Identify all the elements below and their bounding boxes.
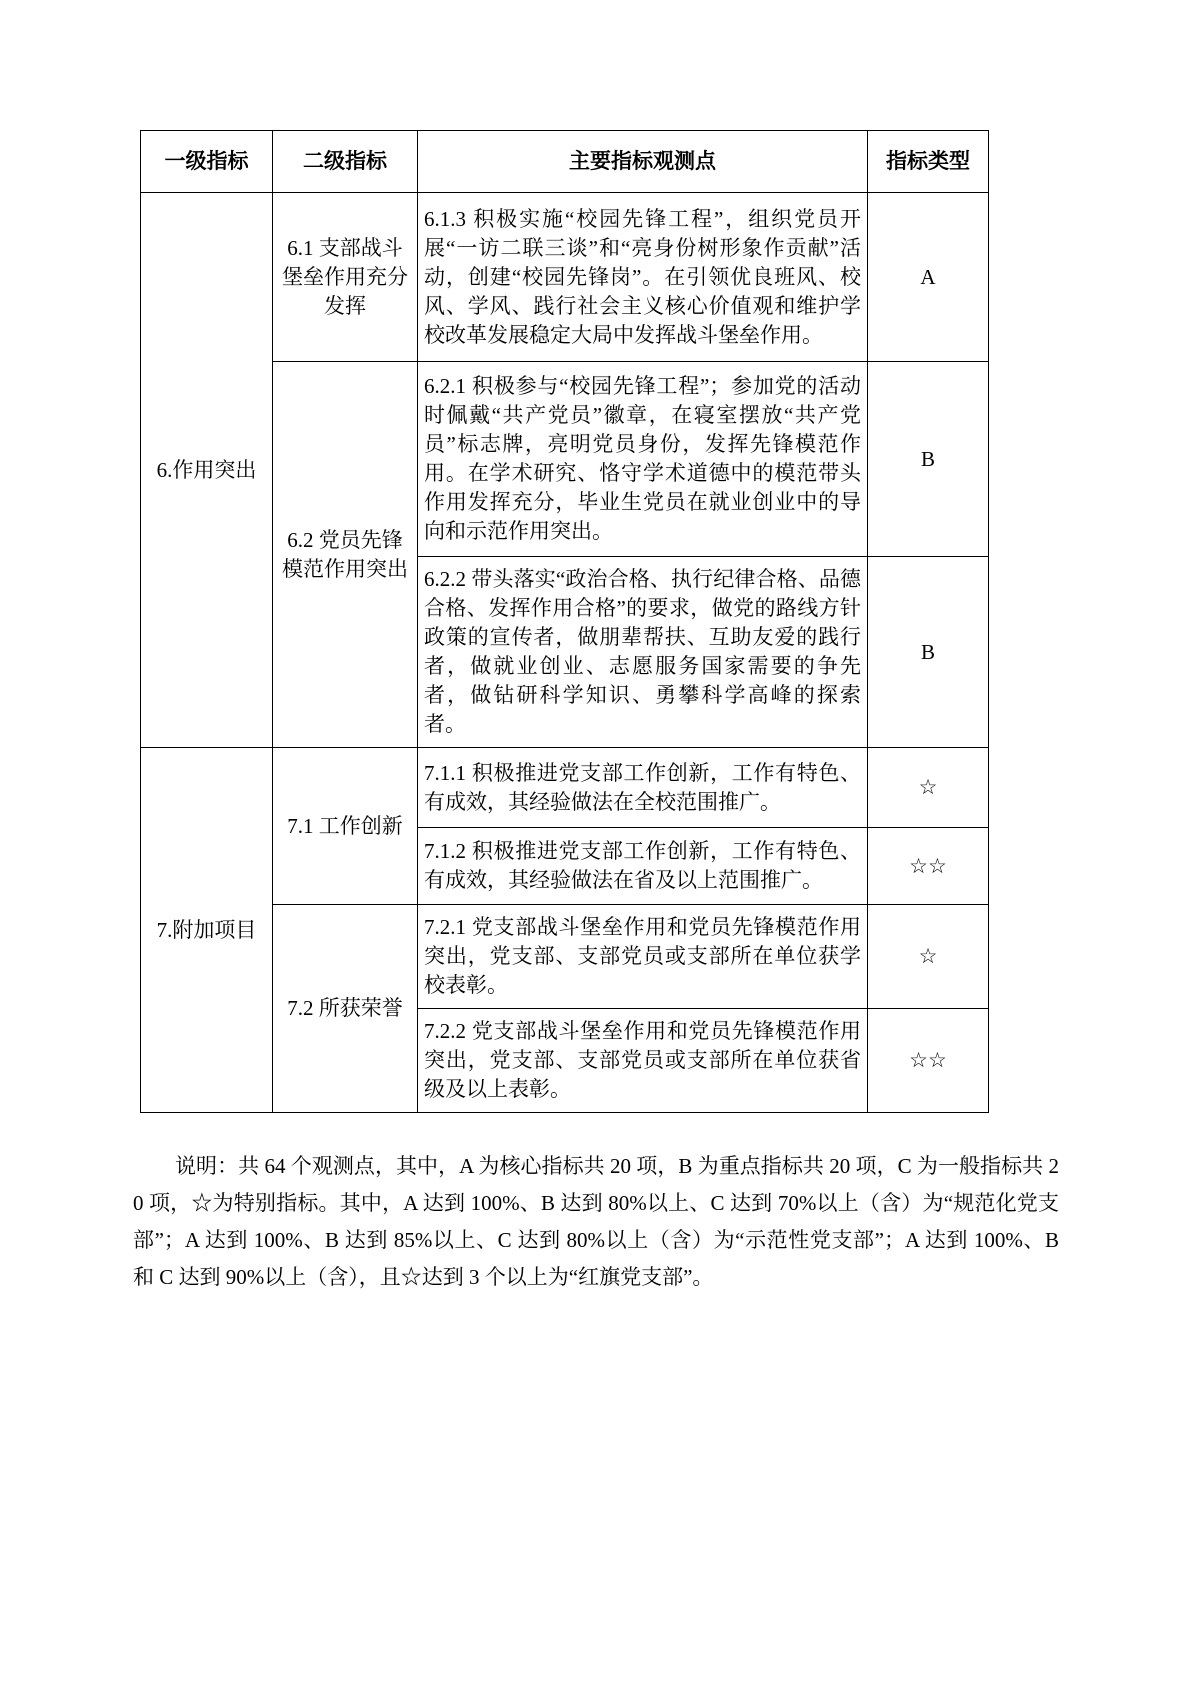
header-level1: 一级指标: [141, 131, 273, 193]
type-cell-6-2-1: B: [868, 362, 989, 557]
type-cell-7-2-2: ☆☆: [868, 1009, 989, 1113]
table-header-row: [141, 131, 989, 193]
level2-cell-7-2: 7.2 所获荣誉: [273, 905, 418, 1113]
observation-cell-7-1-2: 7.1.2 积极推进党支部工作创新，工作有特色、有成效，其经验做法在省及以上范围推广。: [418, 828, 868, 905]
explanation-note: 说明：共 64 个观测点，其中，A 为核心指标共 20 项，B 为重点指标共 20 项，C 为一般指标共 20 项，☆为特别指标。其中，A 达到 100%、B 达到 80%以上、C 达到 70%以上（含）为“规范化党支部”；A 达到 100%、B 达到 85%以上、C 达到 80%以上（含）为“示范性党支部”；A 达到 100%、B 和 C 达到 90%以上（含），且☆达到 3 个以上为“红旗党支部”。: [133, 1154, 1059, 1289]
type-cell-7-2-1: ☆: [868, 905, 989, 1009]
type-cell-7-1-1: ☆: [868, 748, 989, 828]
observation-cell-7-2-2: 7.2.2 党支部战斗堡垒作用和党员先锋模范作用突出，党支部、支部党员或支部所在单位获省级及以上表彰。: [418, 1009, 868, 1113]
level1-cell-7: 7.附加项目: [141, 748, 273, 1113]
observation-cell-6-1-3: 6.1.3 积极实施“校园先锋工程”，组织党员开展“一访二联三谈”和“亮身份树形象作贡献”活动，创建“校园先锋岗”。在引领优良班风、校风、学风、践行社会主义核心价值观和维护学校改革发展稳定大局中发挥战斗堡垒作用。: [418, 193, 868, 362]
observation-cell-7-1-1: 7.1.1 积极推进党支部工作创新，工作有特色、有成效，其经验做法在全校范围推广。: [418, 748, 868, 828]
observation-cell-6-2-1: 6.2.1 积极参与“校园先锋工程”；参加党的活动时佩戴“共产党员”徽章，在寝室摆放“共产党员”标志牌，亮明党员身份，发挥先锋模范作用。在学术研究、恪守学术道德中的模范带头作用发挥充分，毕业生党员在就业创业中的导向和示范作用突出。: [418, 362, 868, 557]
table-row: [141, 748, 989, 828]
level2-cell-6-2: 6.2 党员先锋模范作用突出: [273, 362, 418, 748]
type-cell-6-2-2: B: [868, 557, 989, 748]
header-observation: 主要指标观测点: [418, 131, 868, 193]
type-cell-6-1-3: A: [868, 193, 989, 362]
observation-cell-6-2-2: 6.2.2 带头落实“政治合格、执行纪律合格、品德合格、发挥作用合格”的要求，做党的路线方针政策的宣传者，做朋辈帮扶、互助友爱的践行者，做就业创业、志愿服务国家需要的争先者，做钻研科学知识、勇攀科学高峰的探索者。: [418, 557, 868, 748]
table-row: [141, 193, 989, 362]
level2-cell-6-1: 6.1 支部战斗堡垒作用充分发挥: [273, 193, 418, 362]
header-type: 指标类型: [868, 131, 989, 193]
observation-cell-7-2-1: 7.2.1 党支部战斗堡垒作用和党员先锋模范作用突出，党支部、支部党员或支部所在单位获学校表彰。: [418, 905, 868, 1009]
type-cell-7-1-2: ☆☆: [868, 828, 989, 905]
level1-cell-6: 6.作用突出: [141, 193, 273, 748]
indicator-table: [140, 130, 989, 1113]
level2-cell-7-1: 7.1 工作创新: [273, 748, 418, 905]
header-level2: 二级指标: [273, 131, 418, 193]
